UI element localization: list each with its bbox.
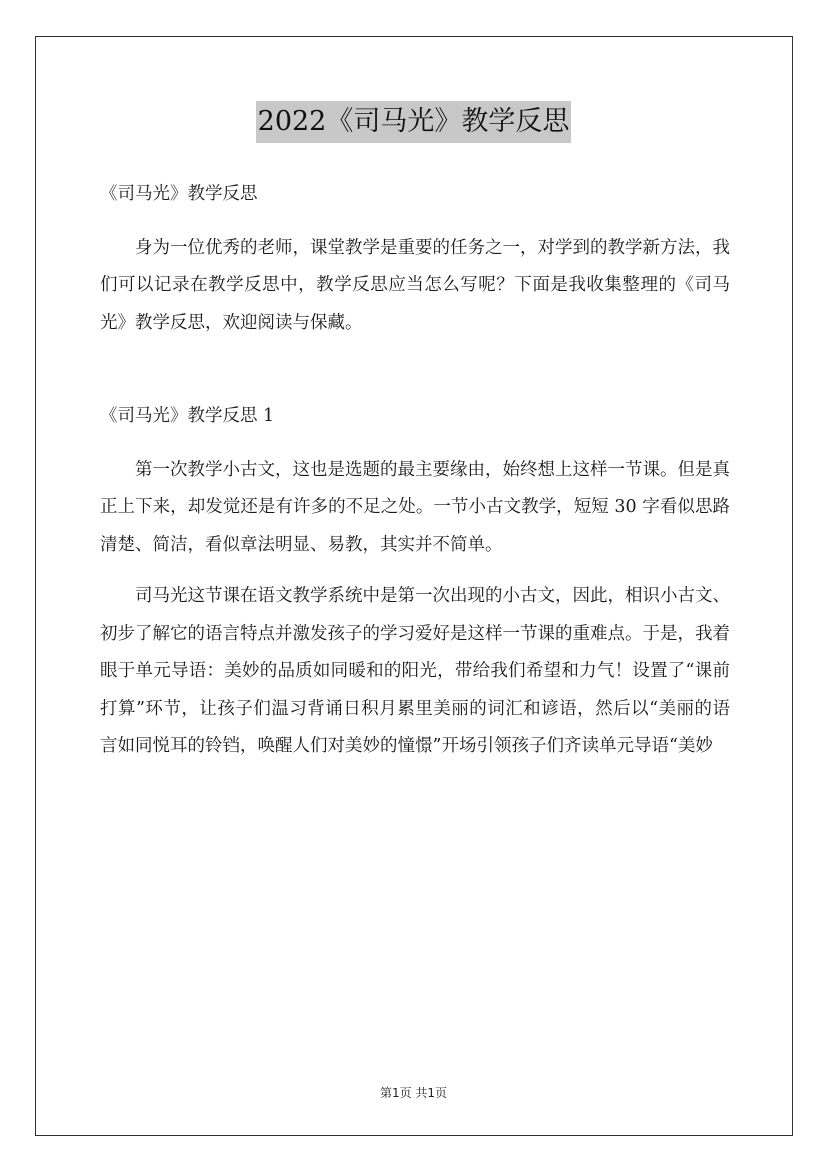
section-paragraph: 第一次教学小古文，这也是选题的最主要缘由，始终想上这样一节课。但是真正上下来，却发觉还是有许多的不足之处。一节小古文教学，短短 30 字看似思路清楚、简洁，看似章法明显、易教，其实并不简单。 bbox=[100, 459, 730, 555]
title-wrap bbox=[0, 101, 827, 143]
document-body bbox=[100, 176, 730, 766]
section-paragraph: 司马光这节课在语文教学系统中是第一次出现的小古文，因此，相识小古文、初步了解它的语言特点并激发孩子的学习爱好是这样一节课的重难点。于是，我着眼于单元导语：美妙的品质如同暖和的阳光，带给我们希望和力气！设置了“课前打算”环节，让孩子们温习背诵日积月累里美丽的词汇和谚语，然后以“美丽的语言如同悦耳的铃铛，唤醒人们对美妙的憧憬”开场引领孩子们齐读单元导语“美妙 bbox=[100, 586, 730, 756]
page-footer: 第1页 共1页 bbox=[379, 1086, 448, 1100]
intro-paragraph: 身为一位优秀的老师，课堂教学是重要的任务之一，对学到的教学新方法，我们可以记录在教学反思中，教学反思应当怎么写呢？下面是我收集整理的《司马光》教学反思，欢迎阅读与保藏。 bbox=[100, 237, 730, 333]
section-heading-1: 《司马光》教学反思 1 bbox=[100, 406, 275, 426]
document-subtitle: 《司马光》教学反思 bbox=[100, 184, 258, 204]
document-title: 2022《司马光》教学反思 bbox=[256, 101, 572, 143]
